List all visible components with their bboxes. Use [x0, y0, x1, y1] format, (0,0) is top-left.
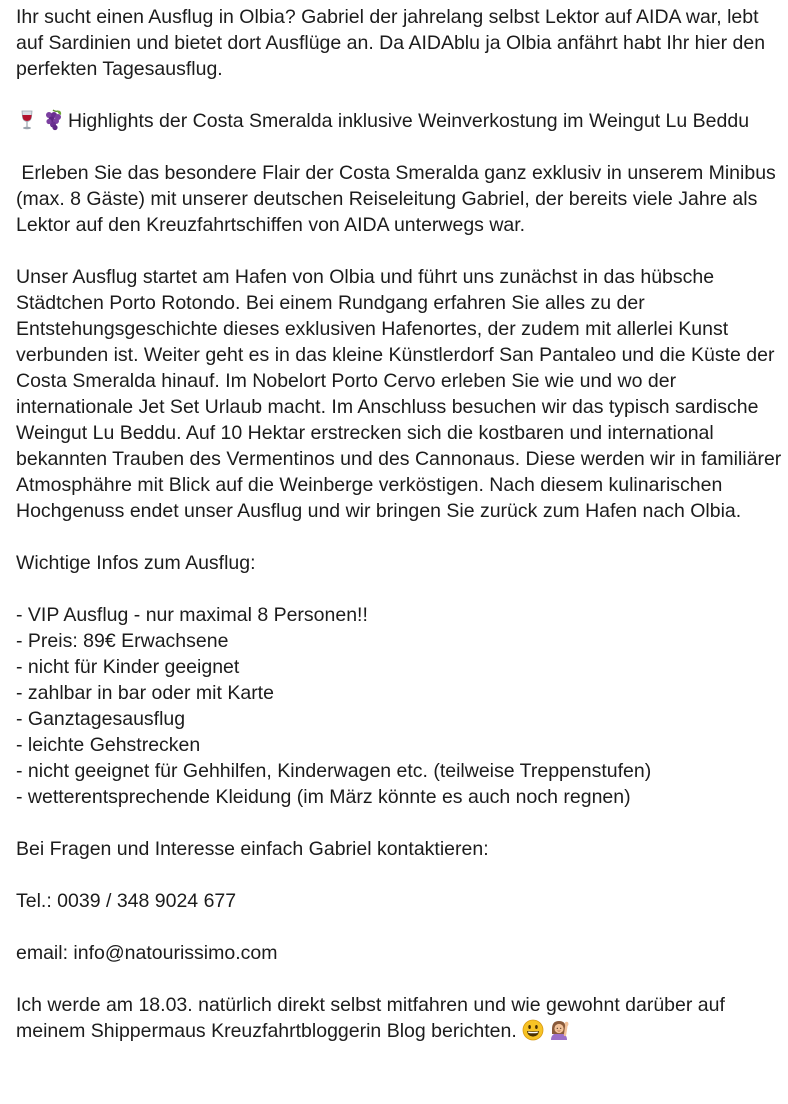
info-list-item: - zahlbar in bar oder mit Karte	[16, 682, 274, 704]
paragraph-gap	[16, 238, 786, 264]
closing-paragraph	[16, 992, 786, 1044]
email-link[interactable]: email: info@natourissimo.com	[16, 942, 278, 964]
phone-number[interactable]	[16, 888, 786, 914]
itinerary-paragraph: Unser Ausflug startet am Hafen von Olbia und führt uns zunächst in das hübsche Städtchen Porto Rotondo. Bei einem Rundgang erfahren Sie alles zu der Entstehungsgeschichte dieses exklusiven Hafenortes, der zudem mit allerlei Kunst verbunden ist. Weiter geht es in das kleine Künstlerdorf San Pantaleo und die Küste der Costa Smeralda hinauf. Im Nobelort Porto Cervo erleben Sie wie und wo der internationale Jet Set Urlaub macht. Im Anschluss besuchen wir das typisch sardische Weingut Lu Beddu. Auf 10 Hektar erstrecken sich die kostbaren und international bekannten Trauben des Vermentinos und des Cannonaus. Diese werden wir in familiärer Atmosphähre mit Blick auf die Weinberge verköstigen. Nach diesem kulinarischen Hochgenuss endet unser Ausflug und wir bringen Sie zurück zum Hafen nach Olbia.	[16, 266, 786, 522]
grinning-face-icon	[522, 1019, 544, 1041]
wine-glass-icon	[16, 109, 38, 131]
paragraph-gap	[16, 862, 786, 888]
closing-text: Ich werde am 18.03. natürlich direkt selbst mitfahren und wie gewohnt darüber auf meinem Shippermaus Kreuzfahrtbloggerin Blog berichten.	[16, 994, 731, 1042]
info-list-item: - VIP Ausflug - nur maximal 8 Personen!!	[16, 604, 368, 626]
info-list	[16, 602, 786, 810]
info-list-item: - leichte Gehstrecken	[16, 734, 201, 756]
info-list-item: - Preis: 89€ Erwachsene	[16, 630, 229, 652]
info-list-item: - wetterentsprechende Kleidung (im März könnte es auch noch regnen)	[16, 786, 631, 808]
phone-link[interactable]: Tel.: 0039 / 348 9024 677	[16, 890, 237, 912]
paragraph-gap	[16, 524, 786, 550]
description-paragraph: Erleben Sie das besondere Flair der Costa Smeralda ganz exklusiv in unserem Minibus (max. 8 Gäste) mit unserer deutschen Reiseleitung Gabriel, der bereits viele Jahre als Lektor auf den Kreuzfahrtschiffen von AIDA unterwegs war.	[16, 162, 782, 236]
paragraph-gap	[16, 576, 786, 602]
paragraph-gap	[16, 810, 786, 836]
email-address[interactable]	[16, 940, 786, 966]
contact-prompt: Bei Fragen und Interesse einfach Gabriel kontaktieren:	[16, 838, 489, 860]
info-list-item: - nicht für Kinder geeignet	[16, 656, 240, 678]
paragraph-gap	[16, 134, 786, 160]
intro-paragraph: Ihr sucht einen Ausflug in Olbia? Gabriel der jahrelang selbst Lektor auf AIDA war, lebt auf Sardinien und bietet dort Ausflüge an. Da AIDAblu ja Olbia anfährt habt Ihr hier den perfekten Tagesausflug.	[16, 6, 771, 80]
info-list-item: - Ganztagesausflug	[16, 708, 186, 730]
grapes-icon	[42, 109, 64, 131]
info-heading: Wichtige Infos zum Ausflug:	[16, 552, 256, 574]
paragraph-gap	[16, 914, 786, 940]
woman-raising-hand-icon	[548, 1019, 570, 1041]
post-body	[16, 0, 786, 1044]
paragraph-gap	[16, 966, 786, 992]
paragraph-gap	[16, 82, 786, 108]
headline-text: Highlights der Costa Smeralda inklusive Weinverkostung im Weingut Lu Beddu	[68, 110, 750, 132]
headline-paragraph	[16, 108, 786, 134]
info-list-item: - nicht geeignet für Gehhilfen, Kinderwagen etc. (teilweise Treppenstufen)	[16, 760, 652, 782]
